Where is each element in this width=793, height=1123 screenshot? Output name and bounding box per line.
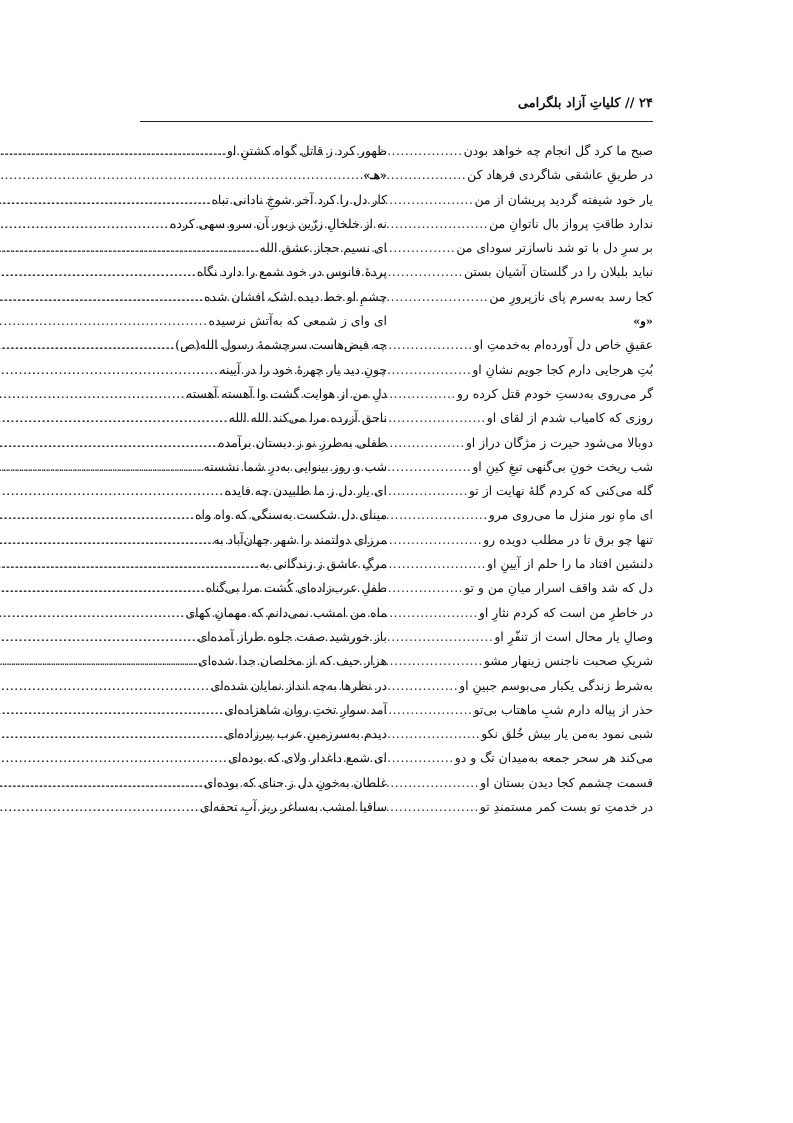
entry-title: چونِ دید یار چهرهٔ خود را در آیینه: [219, 361, 387, 377]
dot-leader: [0, 264, 196, 280]
dot-leader: [0, 580, 205, 596]
entry-title: عقیقِ خاص دل آورده‌ام به‌خدمتِ او: [473, 337, 653, 353]
entry-title: نه از خلخالِ زرّین زیور آن سرو سهی کرده: [169, 215, 387, 231]
entry-title: یار خود شیفته گردید پریشان از من: [474, 191, 653, 207]
toc-entry: [140, 435, 387, 459]
entry-title: شب و روز بینوایی به‌درِ شما نشسته: [203, 458, 387, 474]
dot-leader: [0, 143, 226, 159]
dot-leader: [0, 702, 223, 718]
entry-title: حذر از پیاله دارم شبِ ماهتاب بی‌تو: [473, 701, 653, 717]
toc-entry: [140, 192, 387, 216]
toc-entry: [405, 702, 653, 726]
dot-leader: [0, 216, 169, 232]
toc-entry: [405, 629, 653, 653]
dot-leader: [0, 507, 194, 523]
entry-title: هزار حیف که از مخلصان جدا شده‌ای: [197, 653, 387, 669]
entry-title: ساقیا امشب به‌ساغر ریز آبِ تحفه‌ای: [199, 799, 387, 815]
toc-entry: [405, 216, 653, 240]
entry-title: قسمت چشمم کجا دیدن بستان او: [480, 774, 653, 790]
section-letter: «و»: [633, 314, 653, 329]
dot-leader: [0, 386, 185, 402]
header-rule: [140, 121, 653, 122]
dot-leader: [0, 240, 258, 256]
entry-title: بر سرِ دل با تو شد ناسازتر سودای من: [456, 240, 653, 256]
entry-title: گله می‌کنی که کردم گلهٔ نهایت از تو: [468, 483, 653, 499]
entry-title: در طریقِ عاشقی شاگردی فرهاد کن: [467, 167, 653, 183]
toc-entry: [140, 483, 387, 507]
entry-title: چه فیض‌هاست سرچشمهٔ رسول الله(ص): [175, 337, 387, 353]
toc-entry: [140, 556, 387, 580]
toc-entry: [140, 337, 387, 361]
entry-title: شبی نمود به‌من یار بیش خُلق نکو: [481, 726, 653, 742]
dot-leader: [0, 435, 217, 451]
toc-entry: [140, 532, 387, 556]
dot-leader: [0, 459, 202, 475]
entry-title: به‌شرط زندگی یکبار می‌بوسم جبینِ او: [459, 677, 653, 693]
entry-title: مینای دل شکست به‌سنگی که واه واه: [195, 507, 387, 523]
dot-leader: [0, 410, 228, 426]
entry-title: در نظرها به‌چه انداز نمایان شده‌ای: [210, 677, 387, 693]
toc-entry: [405, 775, 653, 799]
toc-entry: [405, 386, 653, 410]
toc-entry: [140, 507, 387, 531]
toc-entry: [405, 264, 653, 288]
toc-entry: [140, 605, 387, 629]
entry-title: ناحق آزرده مرا می‌کند الله الله: [228, 410, 387, 426]
entry-title: ظهور کرد ز قاتل گواه کشتنِ او: [226, 143, 387, 158]
dot-leader: [0, 678, 210, 694]
toc-entry: [405, 143, 653, 167]
entry-title: نباید بلبلان را در گلستان آشیان بستن: [463, 264, 653, 280]
toc-entry: [405, 289, 653, 313]
toc-entry: [405, 580, 653, 604]
dot-leader: [0, 605, 184, 621]
entry-title: ای ماهِ نور منزل ما می‌روی مرو: [488, 507, 653, 523]
toc-column-right: [405, 143, 653, 823]
entry-title: وصالِ یار محال است از تنفّرِ او: [494, 628, 653, 644]
toc-entry: [140, 289, 387, 313]
toc-entry: [140, 216, 387, 240]
entry-title: ای یار دل ز ما طلبیدن چه فایده: [224, 483, 387, 499]
dot-leader: [0, 556, 258, 572]
toc-entry: [140, 362, 387, 386]
dot-leader: [0, 337, 174, 353]
entry-title: تنها چو برق تا در مطلب دویده رو: [483, 531, 653, 547]
entry-title: ای نسیم حجاز عشق الله: [259, 240, 387, 256]
entry-title: دل که شد واقف اسرار میانِ من و تو: [464, 580, 653, 596]
toc-entry: [405, 507, 653, 531]
toc-entry: [140, 775, 387, 799]
toc-entry: [140, 580, 387, 604]
toc-entry: [140, 313, 387, 337]
toc-entry: [405, 799, 653, 823]
toc-entry: [140, 653, 387, 677]
toc-entry: [405, 605, 653, 629]
toc-entry: [405, 435, 653, 459]
toc-entry: [140, 702, 387, 726]
toc-entry: [405, 192, 653, 216]
toc-entry: [405, 483, 653, 507]
section-letter: «هـ»: [363, 168, 387, 183]
toc-entry: [405, 750, 653, 774]
dot-leader: [0, 313, 208, 329]
dot-leader: [0, 726, 223, 742]
entry-title: طفلی به‌طرزِ نو ز دبستان برآمده: [218, 434, 387, 450]
toc-entry: [405, 726, 653, 750]
toc-entry: [140, 678, 387, 702]
toc-entry: [140, 386, 387, 410]
toc-entry: [140, 750, 387, 774]
toc-entry: [405, 653, 653, 677]
dot-leader: [0, 483, 224, 499]
toc-entry: [405, 532, 653, 556]
toc-entry: [140, 264, 387, 288]
entry-title: گر می‌روی به‌دستِ خودم قتل کرده رو: [456, 385, 653, 401]
entry-title: دلنشین افتاد ما را حلم از آیینِ او: [487, 556, 653, 572]
toc-entry: [140, 240, 387, 264]
toc-entry: [405, 556, 653, 580]
entry-title: باز خورشید صفت جلوه طراز آمده‌ای: [197, 628, 387, 644]
entry-title: طفلِ عرب‌زاده‌ای کُشت مرا بی‌گناه: [205, 580, 387, 596]
toc-column-left: [140, 143, 387, 823]
toc-entry: [405, 337, 653, 361]
toc-entry: [140, 143, 387, 167]
entry-title: دیدم به‌سرزمینِ عرب پیرزاده‌ای: [224, 726, 387, 742]
toc-entry: [405, 410, 653, 434]
entry-title: مرگِ عاشق ز زندگانی به: [259, 556, 387, 572]
entry-title: می‌کند هر سحر جمعه به‌میدان تگ و دو: [454, 750, 653, 766]
entry-title: آمد سوارِ تختِ روان شاهزاده‌ای: [224, 701, 387, 717]
toc-entry: [405, 167, 653, 191]
entry-title: ای وای ز شمعی که به‌آتش نرسیده: [208, 313, 387, 329]
entry-title: ماه من امشب نمی‌دانم که مهمانِ کهای: [185, 604, 387, 620]
entry-title: دلِ من از هوایت گشت وا آهسته آهسته: [186, 385, 387, 401]
dot-leader: [0, 362, 218, 378]
entry-title: شریکِ صحبت ناجنس زینهار مشو: [483, 653, 653, 669]
toc-entry: [405, 678, 653, 702]
running-header-title: ۲۴ // کلیاتِ آزاد بلگرامی: [517, 96, 653, 111]
toc-entry: [405, 362, 653, 386]
entry-title: چشمِ او خط دیده اشک افشان شده: [204, 288, 387, 304]
toc-entry: [140, 726, 387, 750]
dot-leader: [0, 532, 212, 548]
entry-title: دوبالا می‌شود حیرت ز مژگان دراز او: [465, 434, 653, 450]
dot-leader: [0, 192, 210, 208]
entry-title: در خاطرِ من است که کردم نثارِ او: [478, 604, 653, 620]
dot-leader: [0, 653, 197, 669]
toc-entry: [405, 459, 653, 483]
dot-leader: [0, 289, 203, 305]
entry-title: ندارد طاقتِ پرواز بال ناتوانِ من: [489, 215, 653, 231]
entry-title: پردهٔ فانوس در خود شمع را دارد نگاه: [196, 264, 387, 280]
toc-entry: [405, 240, 653, 264]
entry-title: غلطان به‌خونِ دل ز حنای که بوده‌ای: [203, 774, 387, 790]
toc-entry: [140, 410, 387, 434]
dot-leader: [0, 629, 196, 645]
entry-title: صبح ما کرد گل انجام چه خواهد بودن: [463, 143, 653, 158]
running-header: [148, 96, 653, 120]
toc-entry: [140, 629, 387, 653]
entry-title: بُتِ هرجایی دارم کجا جویم نشانِ او: [472, 361, 653, 377]
entry-title: کار دل را کرد آخر شوخِ نادانی تباه: [211, 191, 387, 207]
entry-title: کجا رسد به‌سرم پای نازپرورِ من: [489, 288, 653, 304]
entry-title: در خدمتِ تو بست کمر مستمندِ تو: [479, 799, 653, 815]
entry-title: ای شمع داغدار ولای که بوده‌ای: [228, 750, 387, 766]
dot-leader: [0, 750, 227, 766]
entry-title: شب ریخت خونِ بی‌گنهی تیغِ کینِ او: [472, 458, 653, 474]
dot-leader: [0, 775, 203, 791]
entry-title: مرزای دولتمند را شهر جهان‌آباد به: [213, 531, 387, 547]
toc-section-heading: [140, 167, 387, 191]
toc-entry: [140, 799, 387, 823]
entry-title: روزی که کامیاب شدم از لقای او: [486, 410, 653, 426]
toc-section-heading: [405, 313, 653, 337]
toc-entry: [140, 459, 387, 483]
dot-leader: [0, 799, 199, 815]
